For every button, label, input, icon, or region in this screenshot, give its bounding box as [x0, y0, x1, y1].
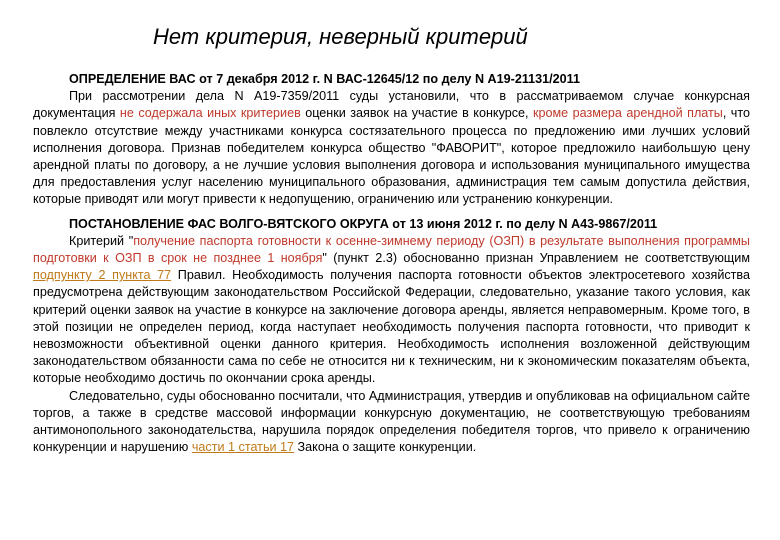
- section2-text-e: Закона о защите конкуренции.: [294, 440, 477, 455]
- slide-title: Нет критерия, неверный критерий: [153, 24, 528, 49]
- section2-paragraph2: [33, 388, 750, 457]
- slide-content: [33, 71, 750, 456]
- section1-highlight-no-criteria: не содержала иных критериев: [119, 106, 301, 121]
- link-part-1-article-17[interactable]: части 1 статьи 17: [191, 440, 295, 455]
- section1-text-c: , что повлекло отсутствие между участниками конкурса состязательного процесса по предложению ими лучших условий исполнения договора. Признав победителем конкурса общество "ФАВОРИТ", которое предложило наибольшую цену арендной платы по договору, а не лучшие условия выполнения договора и использования муниципального имущества для предоставления услуг населению муниципального образования, администрация тем самым допустила действия, которые приводят или могут привести к недопущению, ограничению или устранению конкуренции.: [33, 106, 750, 207]
- section1-text-b: оценки заявок на участие в конкурсе,: [300, 106, 533, 121]
- section1-highlight-rent-size: кроме размера арендной платы: [532, 106, 723, 121]
- section2-text-a: Критерий ": [69, 233, 134, 248]
- section2-text-d: Следовательно, суды обоснованно посчитали, что Администрация, утвердив и опубликовав на официальном сайте торгов, а также в средстве массовой информации конкурсную документацию, не соответствующую требованиям антимонопольного законодательства, нарушила порядок определения победителя торгов, что привело к ограничению конкуренции и нарушению: [33, 388, 750, 455]
- section1-text-a: При рассмотрении дела N А19-7359/2011 суды установили, что в рассматриваемом случае конкурсная документация: [33, 89, 750, 121]
- section2-highlight-criterion: получение паспорта готовности к осенне-зимнему периоду (ОЗП) в результате выполнения программы подготовки к ОЗП в срок не позднее 1 ноября: [33, 233, 750, 266]
- section1-paragraph: [33, 88, 750, 208]
- section2-text-c: Правил. Необходимость получения паспорта готовности объектов электросетевого хозяйства предусмотрена действующим законодательством Российской Федерации, следовательно, указание такого условия, как критерий оценки заявок на участие в конкурсе на заключение договора аренды, является неправомерным. Кроме того, в этой позиции не определен период, когда наступает необходимость получения паспорта готовности, что приводит к невозможности объективной оценки данного критерия. Необходимость исполнения возложенной действующим законодательством обязанности сама по себе не относится ни к техническим, ни к экономическим показателям объекта, которые необходимо достичь по окончании срока аренды.: [33, 268, 750, 386]
- section2-paragraph1: [33, 233, 750, 388]
- link-subparagraph-2-para-77[interactable]: подпункту 2 пункта 77: [33, 268, 172, 283]
- section1-heading: ОПРЕДЕЛЕНИЕ ВАС от 7 декабря 2012 г. N ВАС-12645/12 по делу N А19-21131/2011: [69, 72, 580, 86]
- section2-text-b: " (пункт 2.3) обоснованно признан Управлением не соответствующим: [322, 251, 750, 266]
- section2-heading: ПОСТАНОВЛЕНИЕ ФАС ВОЛГО-ВЯТСКОГО ОКРУГА от 13 июня 2012 г. по делу N А43-9867/2011: [69, 216, 658, 231]
